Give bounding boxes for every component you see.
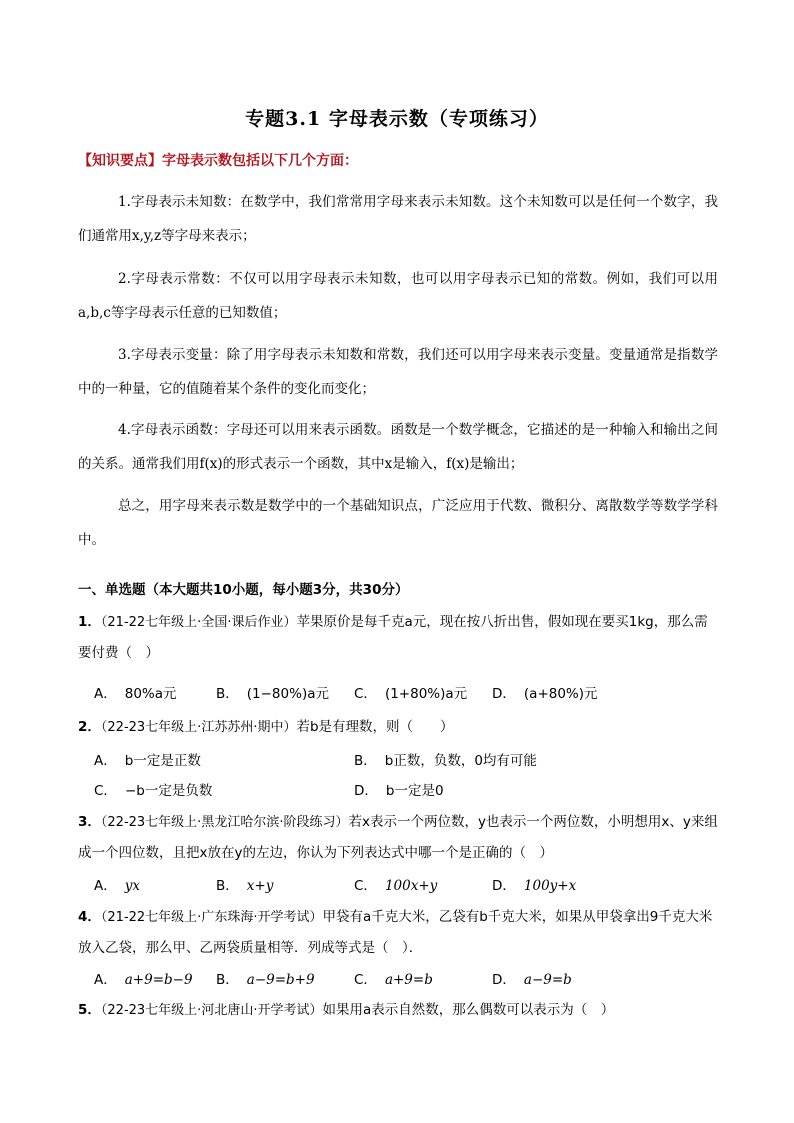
- question-3: [78, 807, 718, 868]
- knowledge-text: 字母表示数包括以下几个方面：: [162, 153, 358, 169]
- option-b[interactable]: B． a−9=b+9: [216, 972, 315, 988]
- question-number: 1．: [78, 614, 101, 630]
- question-2-options-row-1: [94, 749, 714, 771]
- option-a[interactable]: A． b一定是正数: [94, 753, 201, 769]
- section-heading: 一、单选题（本大题共10小题，每小题3分，共30分）: [78, 582, 409, 598]
- question-5: [78, 995, 718, 1026]
- option-b[interactable]: B． (1−80%)a元: [216, 686, 329, 702]
- option-a[interactable]: A． yx: [94, 878, 140, 894]
- option-c[interactable]: C． 100x+y: [354, 878, 438, 894]
- option-b[interactable]: B． b正数，负数，0均有可能: [354, 753, 537, 769]
- question-number: 5．: [78, 1002, 101, 1018]
- option-c[interactable]: C． a+9=b: [354, 972, 433, 988]
- question-source: （21-22七年级上·全国·课后作业）: [100, 615, 297, 630]
- question-text: 苹果原价是每千克a元，现在按八折出售，假如现在要买1kg，那么需要付费（ ）: [78, 614, 708, 661]
- question-3-options: [94, 874, 714, 896]
- option-a[interactable]: A． a+9=b−9: [94, 972, 193, 988]
- option-d[interactable]: D． b一定是0: [354, 783, 444, 799]
- question-2: [78, 712, 718, 743]
- knowledge-heading: [78, 150, 358, 170]
- question-source: （21-22七年级上·广东珠海·开学考试）: [100, 910, 323, 925]
- question-2-options-row-2: [94, 779, 714, 801]
- question-text: 甲袋有a千克大米，乙袋有b千克大米，如果从甲袋拿出9千克大米放入乙袋，那么甲、乙两袋质量相等．列成等式是（ ）．: [78, 909, 713, 956]
- question-source: （22-23七年级上·黑龙江哈尔滨·阶段练习）: [100, 815, 349, 830]
- question-source: （22-23七年级上·河北唐山·开学考试）: [100, 1003, 323, 1018]
- question-4: [78, 902, 718, 963]
- question-text: 若b是有理数，则（ ）: [296, 719, 454, 735]
- question-1-options: [94, 682, 714, 704]
- knowledge-point-2: 2.字母表示常数：不仅可以用字母表示未知数，也可以用字母表示已知的常数。例如，我们可以用a,b,c等字母表示任意的已知数值；: [78, 271, 718, 321]
- option-c[interactable]: C． −b一定是负数: [94, 783, 213, 799]
- knowledge-point-3: 3.字母表示变量：除了用字母表示未知数和常数，我们还可以用字母来表示变量。变量通常是指数学中的一种量，它的值随着某个条件的变化而变化；: [78, 347, 718, 397]
- question-number: 4．: [78, 909, 101, 925]
- knowledge-point-1: 1.字母表示未知数：在数学中，我们常常用字母来表示未知数。这个未知数可以是任何一个数字，我们通常用x,y,z等字母来表示；: [78, 194, 718, 244]
- question-number: 3．: [78, 814, 101, 830]
- option-d[interactable]: D． 100y+x: [492, 878, 577, 894]
- question-text: 如果用a表示自然数，那么偶数可以表示为（ ）: [322, 1002, 615, 1018]
- option-a[interactable]: A． 80%a元: [94, 686, 177, 702]
- question-text: 若x表示一个两位数，y也表示一个两位数，小明想用x、y来组成一个四位数，且把x放在y的左边，你认为下列表达式中哪一个是正确的（ ）: [78, 814, 718, 861]
- question-source: （22-23七年级上·江苏苏州·期中）: [100, 720, 297, 735]
- question-number: 2．: [78, 719, 101, 735]
- question-4-options: [94, 968, 714, 990]
- option-d[interactable]: D． a−9=b: [492, 972, 572, 988]
- question-1: [78, 607, 718, 668]
- option-b[interactable]: B． x+y: [216, 878, 274, 894]
- option-c[interactable]: C． (1+80%)a元: [354, 686, 468, 702]
- knowledge-point-4: 4.字母表示函数：字母还可以用来表示函数。函数是一个数学概念，它描述的是一种输入和输出之间的关系。通常我们用f(x)的形式表示一个函数，其中x是输入，f(x)是输出；: [78, 422, 718, 472]
- knowledge-summary: 总之，用字母来表示数是数学中的一个基础知识点，广泛应用于代数、微积分、离散数学等数学学科中。: [78, 498, 718, 548]
- option-d[interactable]: D． (a+80%)元: [492, 686, 598, 702]
- page-title: 专题3.1 字母表示数（专项练习）: [245, 108, 549, 130]
- knowledge-label: 【知识要点】: [78, 153, 162, 169]
